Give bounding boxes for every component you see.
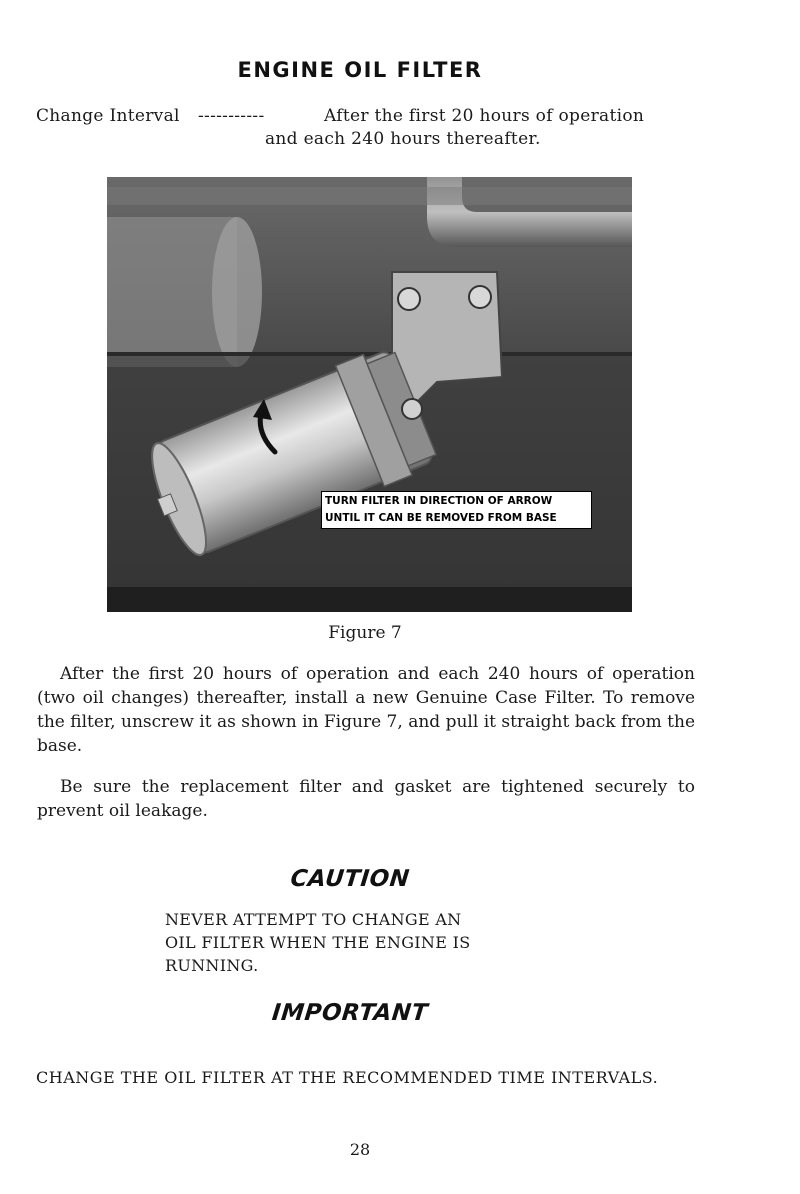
important-text: CHANGE THE OIL FILTER AT THE RECOMMENDED TIME INTERVALS.	[36, 1068, 659, 1087]
caution-line2: OIL FILTER WHEN THE ENGINE IS	[165, 933, 471, 952]
change-interval-value-line1: After the first 20 hours of operation	[324, 106, 645, 126]
figure-photo	[107, 177, 632, 612]
paragraph-filter-replacement: After the first 20 hours of operation and each 240 hours of operation (two oil changes) thereafter, install a new Genuine Case Filter. To remove the filter, unscrew it as shown in Figure 7, and pull it straight back from the base.	[37, 664, 695, 756]
page-title: ENGINE OIL FILTER	[237, 58, 483, 82]
change-interval-label: Change Interval	[36, 106, 180, 126]
figure-caption-line1: TURN FILTER IN DIRECTION OF ARROW	[325, 495, 553, 507]
important-heading: IMPORTANT	[270, 1000, 430, 1026]
figure-caption-box	[321, 491, 592, 529]
caution-line3: RUNNING.	[165, 956, 259, 975]
paragraph-tighten-filter: Be sure the replacement filter and gasket are tightened securely to prevent oil leakage.	[37, 777, 695, 821]
oil-filter-illustration	[107, 177, 632, 612]
change-interval-row	[36, 106, 644, 126]
caution-text	[165, 908, 565, 977]
change-interval-value-line2: and each 240 hours thereafter.	[265, 129, 541, 149]
page-number: 28	[349, 1140, 371, 1159]
caution-line1: NEVER ATTEMPT TO CHANGE AN	[165, 910, 462, 929]
figure-caption-line2: UNTIL IT CAN BE REMOVED FROM BASE	[325, 512, 557, 524]
change-interval-leader: -----------	[198, 106, 265, 126]
figure-label: Figure 7	[328, 623, 402, 643]
caution-heading: CAUTION	[289, 866, 411, 892]
